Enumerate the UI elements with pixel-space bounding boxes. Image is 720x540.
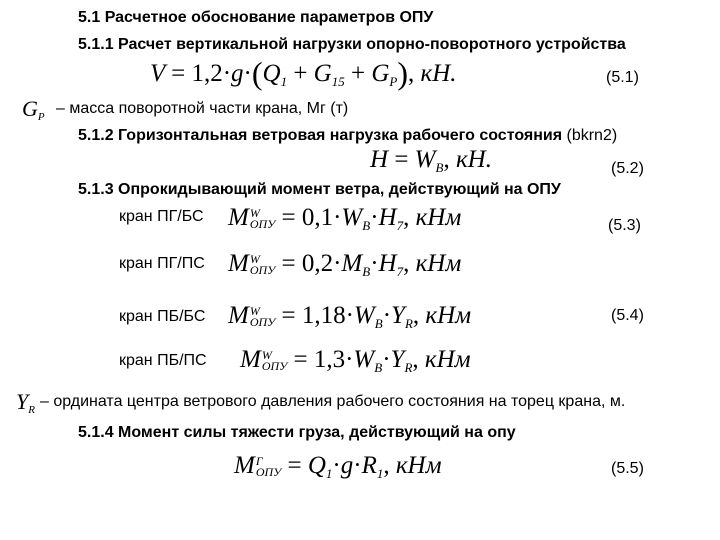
heading-5-1-2: 5.1.2 Горизонтальная ветровая нагрузка рабочего состояния (bkrn2) bbox=[78, 127, 618, 144]
formula-moment-pb-bs: M W ОПУ = $1,18\cdot W_B\cdot Y_R$, кНм bbox=[228, 302, 472, 331]
label-crane-pg-ps: кран ПГ/ПС bbox=[119, 255, 205, 272]
formula-load-moment: M Г ОПУ = $Q_1\cdot g\cdot R_1$, кНм bbox=[234, 452, 442, 481]
equation-number-5-1: (5.1) bbox=[606, 69, 639, 86]
heading-5-1-1: 5.1.1 Расчет вертикальной нагрузки опорно-поворотного устройства bbox=[78, 36, 626, 53]
heading-5-1-4: 5.1.4 Момент силы тяжести груза, действующий на опу bbox=[78, 424, 516, 441]
equation-number-5-3: (5.3) bbox=[608, 217, 641, 234]
equation-number-5-2: (5.2) bbox=[611, 160, 644, 177]
label-crane-pb-ps: кран ПБ/ПС bbox=[119, 352, 207, 369]
heading-5-1-3: 5.1.3 Опрокидывающий момент ветра, действующий на ОПУ bbox=[78, 181, 561, 198]
formula-moment-pg-bs: M W ОПУ = $0,1\cdot W_B\cdot H_7$, кНм bbox=[228, 204, 462, 233]
definition-gp: – масса поворотной части крана, Мг (т) bbox=[56, 100, 349, 117]
label-crane-pb-bs: кран ПБ/БС bbox=[119, 308, 206, 325]
definition-yr: – ордината центра ветрового давления рабочего состояния на торец крана, м. bbox=[40, 393, 626, 410]
equation-number-5-5: (5.5) bbox=[611, 460, 644, 477]
heading-5-1: 5.1 Расчетное обоснование параметров ОПУ bbox=[78, 9, 434, 26]
formula-moment-pb-ps: M W ОПУ = $1,3\cdot W_B\cdot Y_R$, кНм bbox=[240, 346, 471, 375]
label-crane-pg-bs: кран ПГ/БС bbox=[119, 208, 204, 225]
formula-moment-pg-ps: M W ОПУ = $0,2\cdot M_B\cdot H_7$, кНм bbox=[228, 250, 462, 279]
symbol-yr: $Y_R$ bbox=[16, 389, 35, 416]
formula-vertical-load: $V = 1,2\cdot g\cdot(Q_1 + G_{15} + G_P)$, кН. bbox=[150, 55, 457, 91]
symbol-gp: $G_P$ bbox=[22, 96, 45, 123]
formula-horizontal-load: $H = W_B$, кН. bbox=[370, 146, 492, 175]
equation-number-5-4: (5.4) bbox=[611, 307, 644, 324]
